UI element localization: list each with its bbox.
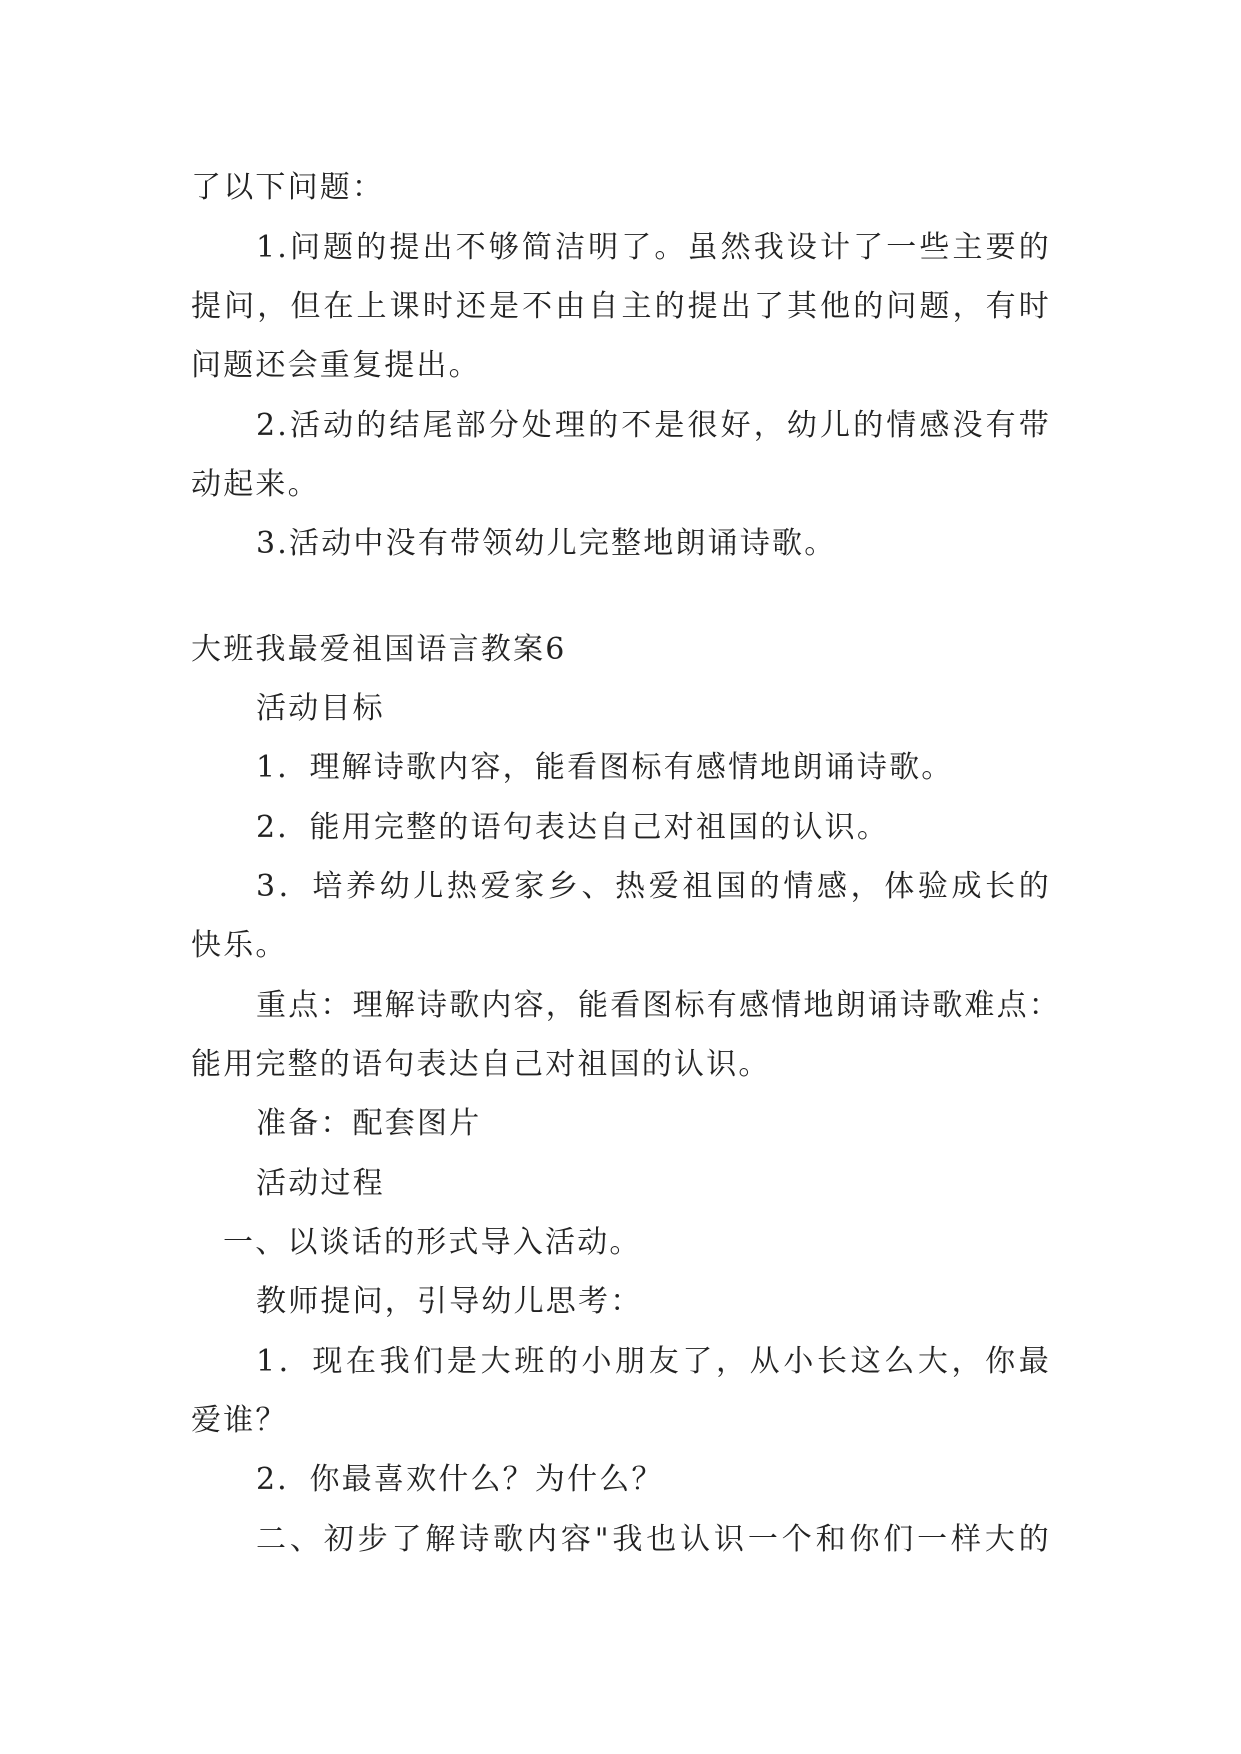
- text-line: 活动过程: [256, 1166, 385, 1201]
- text-line: 2.活动的结尾部分处理的不是很好，幼儿的情感没有带: [256, 408, 1051, 443]
- text-line: 1．理解诗歌内容，能看图标有感情地朗诵诗歌。: [256, 750, 954, 785]
- text-line: 爱谁？: [191, 1403, 288, 1438]
- text-line: 1．现在我们是大班的小朋友了，从小长这么大，你最: [256, 1344, 1051, 1379]
- text-line: 动起来。: [191, 467, 320, 502]
- text-line: 活动目标: [256, 691, 385, 726]
- text-line: 二、初步了解诗歌内容"我也认识一个和你们一样大的: [256, 1522, 1051, 1557]
- text-line: 2．能用完整的语句表达自己对祖国的认识。: [256, 810, 890, 845]
- text-line: 2．你最喜欢什么？为什么？: [256, 1462, 664, 1497]
- text-line: 一、以谈话的形式导入活动。: [223, 1225, 642, 1260]
- text-line: 重点：理解诗歌内容，能看图标有感情地朗诵诗歌难点：: [256, 988, 1061, 1023]
- text-line: 1.问题的提出不够简洁明了。虽然我设计了一些主要的: [256, 230, 1051, 265]
- text-line: 提问，但在上课时还是不由自主的提出了其他的问题，有时: [191, 289, 1051, 324]
- section-heading: 大班我最爱祖国语言教案6: [191, 632, 567, 667]
- text-line: 问题还会重复提出。: [191, 348, 481, 383]
- text-line: 3.活动中没有带领幼儿完整地朗诵诗歌。: [256, 526, 837, 561]
- text-line: 能用完整的语句表达自己对祖国的认识。: [191, 1047, 771, 1082]
- text-line: 快乐。: [191, 928, 288, 963]
- text-line: 教师提问，引导幼儿思考：: [256, 1284, 643, 1319]
- text-line: 3．培养幼儿热爱家乡、热爱祖国的情感，体验成长的: [256, 869, 1051, 904]
- text-line: 准备：配套图片: [256, 1106, 482, 1141]
- text-line: 了以下问题：: [191, 170, 385, 205]
